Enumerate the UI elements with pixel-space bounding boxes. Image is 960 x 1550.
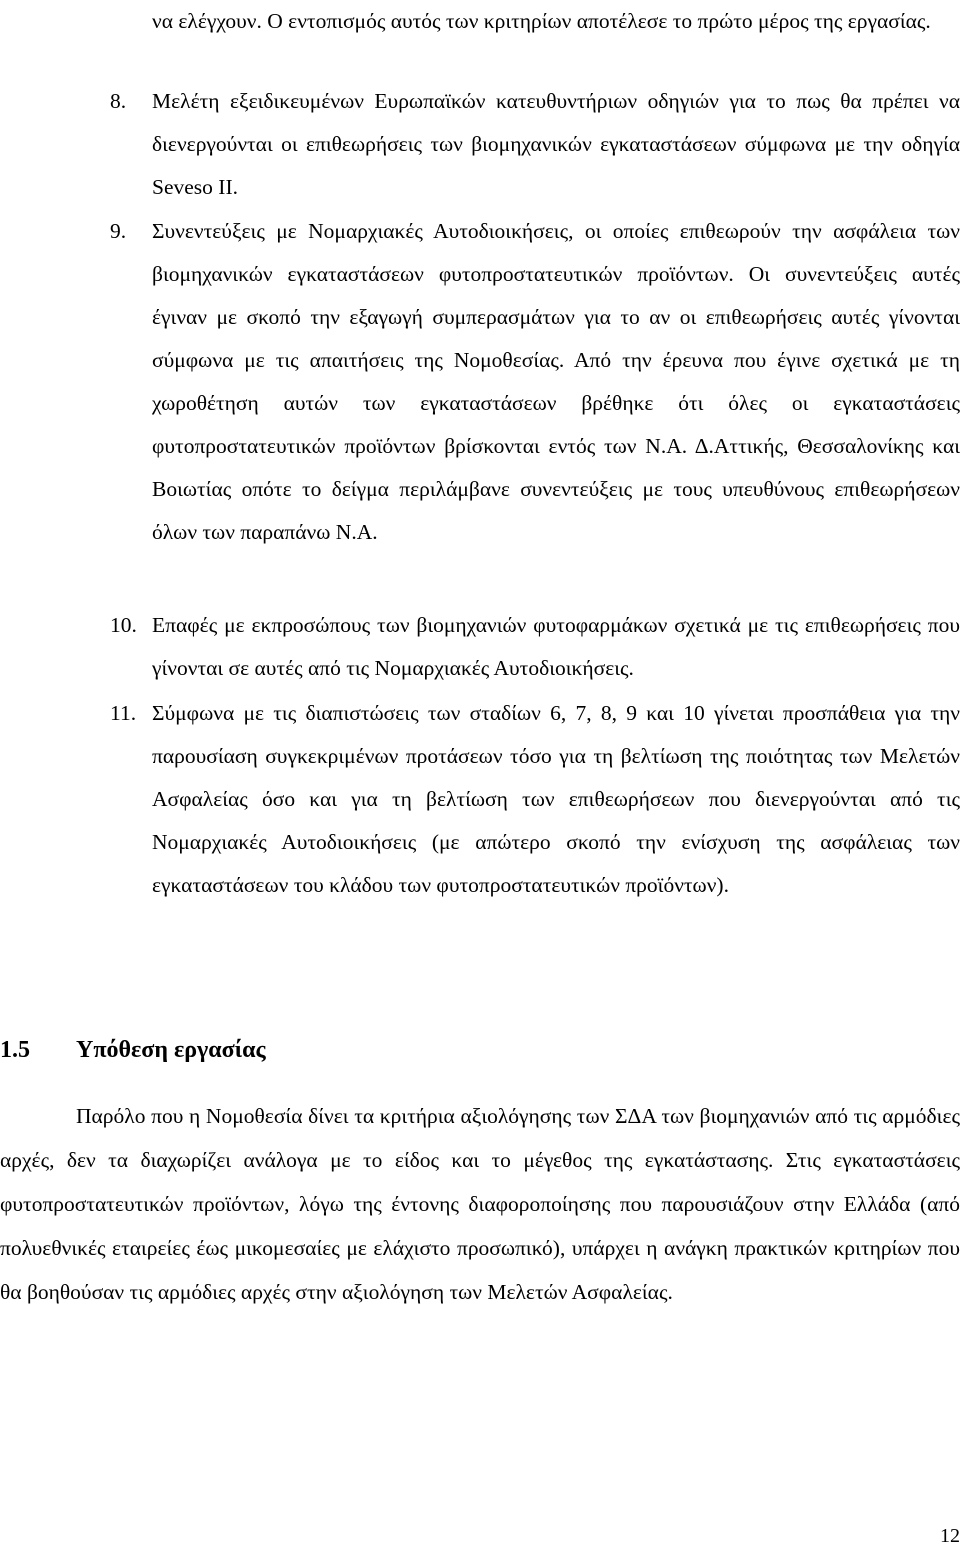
list-item-text: Επαφές με εκπροσώπους των βιομηχανιών φυτοφαρμάκων σχετικά με τις επιθεωρήσεις που γίνονται σε αυτές από τις Νομαρχιακές Αυτοδιοικήσεις.	[152, 613, 960, 680]
list-item-number: 11.	[110, 701, 137, 725]
list-item-text: Συνεντεύξεις με Νομαρχιακές Αυτοδιοικήσεις, οι οποίες επιθεωρούν την ασφάλεια των βιομηχανικών εγκαταστάσεων φυτοπροστατευτικών προϊόντων. Οι συνεντεύξεις αυτές έγιναν με σκοπό την εξαγωγή συμπερασμάτων για το αν οι επιθεωρήσεις αυτές γίνονται σύμφωνα με τις απαιτήσεις της Νομοθεσίας. Από την έρευνα που έγινε σχετικά με τη χωροθέτηση αυτών των εγκαταστάσεων βρέθηκε ότι όλες οι εγκαταστάσεις φυτοπροστατευτικών προϊόντων βρίσκονται εντός των Ν.Α. Δ.Αττικής, Θεσσαλονίκης και Βοιωτίας οπότε το δείγμα περιλάμβανε συνεντεύξεις με τους υπευθύνους επιθεωρήσεων όλων των παραπάνω Ν.Α.	[152, 219, 960, 544]
list-item	[110, 604, 960, 690]
section-title: Υπόθεση εργασίας	[76, 1037, 266, 1063]
list-item	[110, 80, 960, 209]
section-paragraph: Παρόλο που η Νομοθεσία δίνει τα κριτήρια αξιολόγησης των ΣΔΑ των βιομηχανιών από τις αρμόδιες αρχές, δεν τα διαχωρίζει ανάλογα με το είδος και το μέγεθος της εγκατάστασης. Στις εγκαταστάσεις φυτοπροστατευτικών προϊόντων, λόγω της έντονης διαφοροποίησης που παρουσιάζουν στην Ελλάδα (από πολυεθνικές εταιρείες έως μικομεσαίες με ελάχιστο προσωπικό), υπάρχει η ανάγκη πρακτικών κριτηρίων που θα βοηθούσαν τις αρμόδιες αρχές στην αξιολόγηση των Μελετών Ασφαλείας.	[0, 1104, 960, 1304]
page-number: 12	[940, 1525, 960, 1547]
list-item-text: Σύμφωνα με τις διαπιστώσεις των σταδίων 6, 7, 8, 9 και 10 γίνεται προσπάθεια για την παρουσίαση συγκεκριμένων προτάσεων τόσο για τη βελτίωση της ποιότητας των Μελετών Ασφαλείας όσο και για τη βελτίωση των επιθεωρήσεων που διενεργούνται από τις Νομαρχιακές Αυτοδιοικήσεις (με απώτερο σκοπό την ενίσχυση της ασφάλειας των εγκαταστάσεων του κλάδου των φυτοπροστατευτικών προϊόντων).	[152, 701, 960, 897]
list-item-number: 8.	[110, 89, 127, 113]
section-number: 1.5	[0, 1037, 30, 1063]
list-item-number: 10.	[110, 613, 137, 637]
list-item-number: 9.	[110, 219, 127, 243]
list-item	[110, 210, 960, 554]
list-item-text: Μελέτη εξειδικευμένων Ευρωπαϊκών κατευθυντήριων οδηγιών για το πως θα πρέπει να διενεργούνται οι επιθεωρήσεις των βιομηχανικών εγκαταστάσεων σύμφωνα με την οδηγία Seveso II.	[152, 89, 960, 199]
list-item	[110, 692, 960, 907]
section-heading	[0, 1028, 960, 1072]
continuation-text: να ελέγχουν. Ο εντοπισμός αυτός των κριτηρίων αποτέλεσε το πρώτο μέρος της εργασίας.	[152, 9, 931, 33]
